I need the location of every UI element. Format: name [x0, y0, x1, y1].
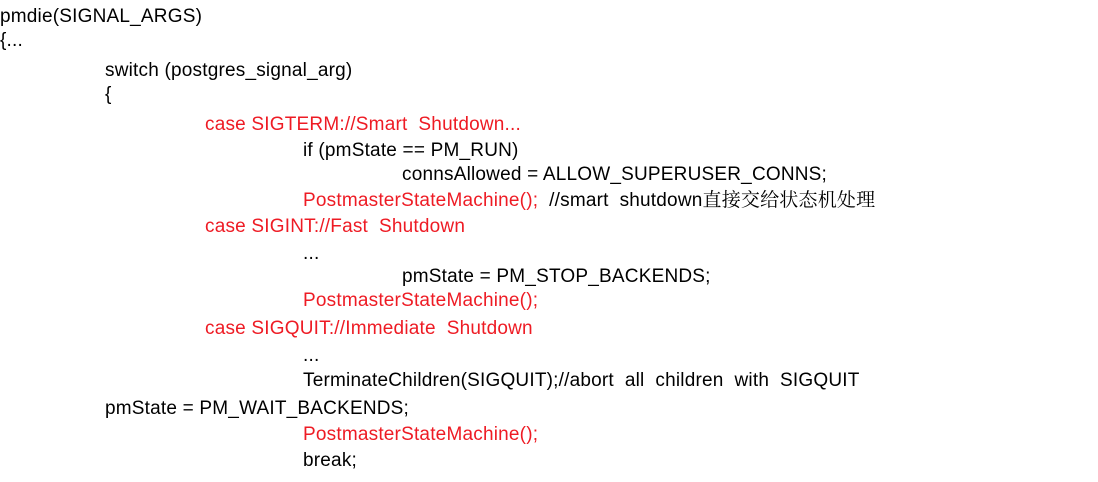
code-line: PostmasterStateMachine(); [303, 424, 539, 445]
code-line [303, 190, 875, 212]
code-line-comment: //smart shutdown直接交给状态机处理 [538, 190, 876, 211]
code-line: case SIGQUIT://Immediate Shutdown [205, 318, 533, 339]
code-line: pmState = PM_STOP_BACKENDS; [402, 266, 711, 287]
code-line: TerminateChildren(SIGQUIT);//abort all children with SIGQUIT [303, 370, 860, 391]
code-line: ... [303, 243, 320, 264]
code-line: { [105, 84, 112, 105]
code-line: {... [0, 30, 23, 51]
code-line: PostmasterStateMachine(); [303, 290, 539, 311]
code-line: case SIGINT://Fast Shutdown [205, 216, 466, 237]
code-line: case SIGTERM://Smart Shutdown... [205, 114, 521, 135]
code-line: connsAllowed = ALLOW_SUPERUSER_CONNS; [402, 164, 828, 185]
code-line-main: PostmasterStateMachine(); [303, 190, 539, 211]
code-line: break; [303, 450, 358, 471]
code-line: pmState = PM_WAIT_BACKENDS; [105, 398, 410, 419]
code-line: pmdie(SIGNAL_ARGS) [0, 6, 203, 27]
code-line: if (pmState == PM_RUN) [303, 140, 519, 161]
code-line: ... [303, 345, 320, 366]
code-line: switch (postgres_signal_arg) [105, 60, 353, 81]
